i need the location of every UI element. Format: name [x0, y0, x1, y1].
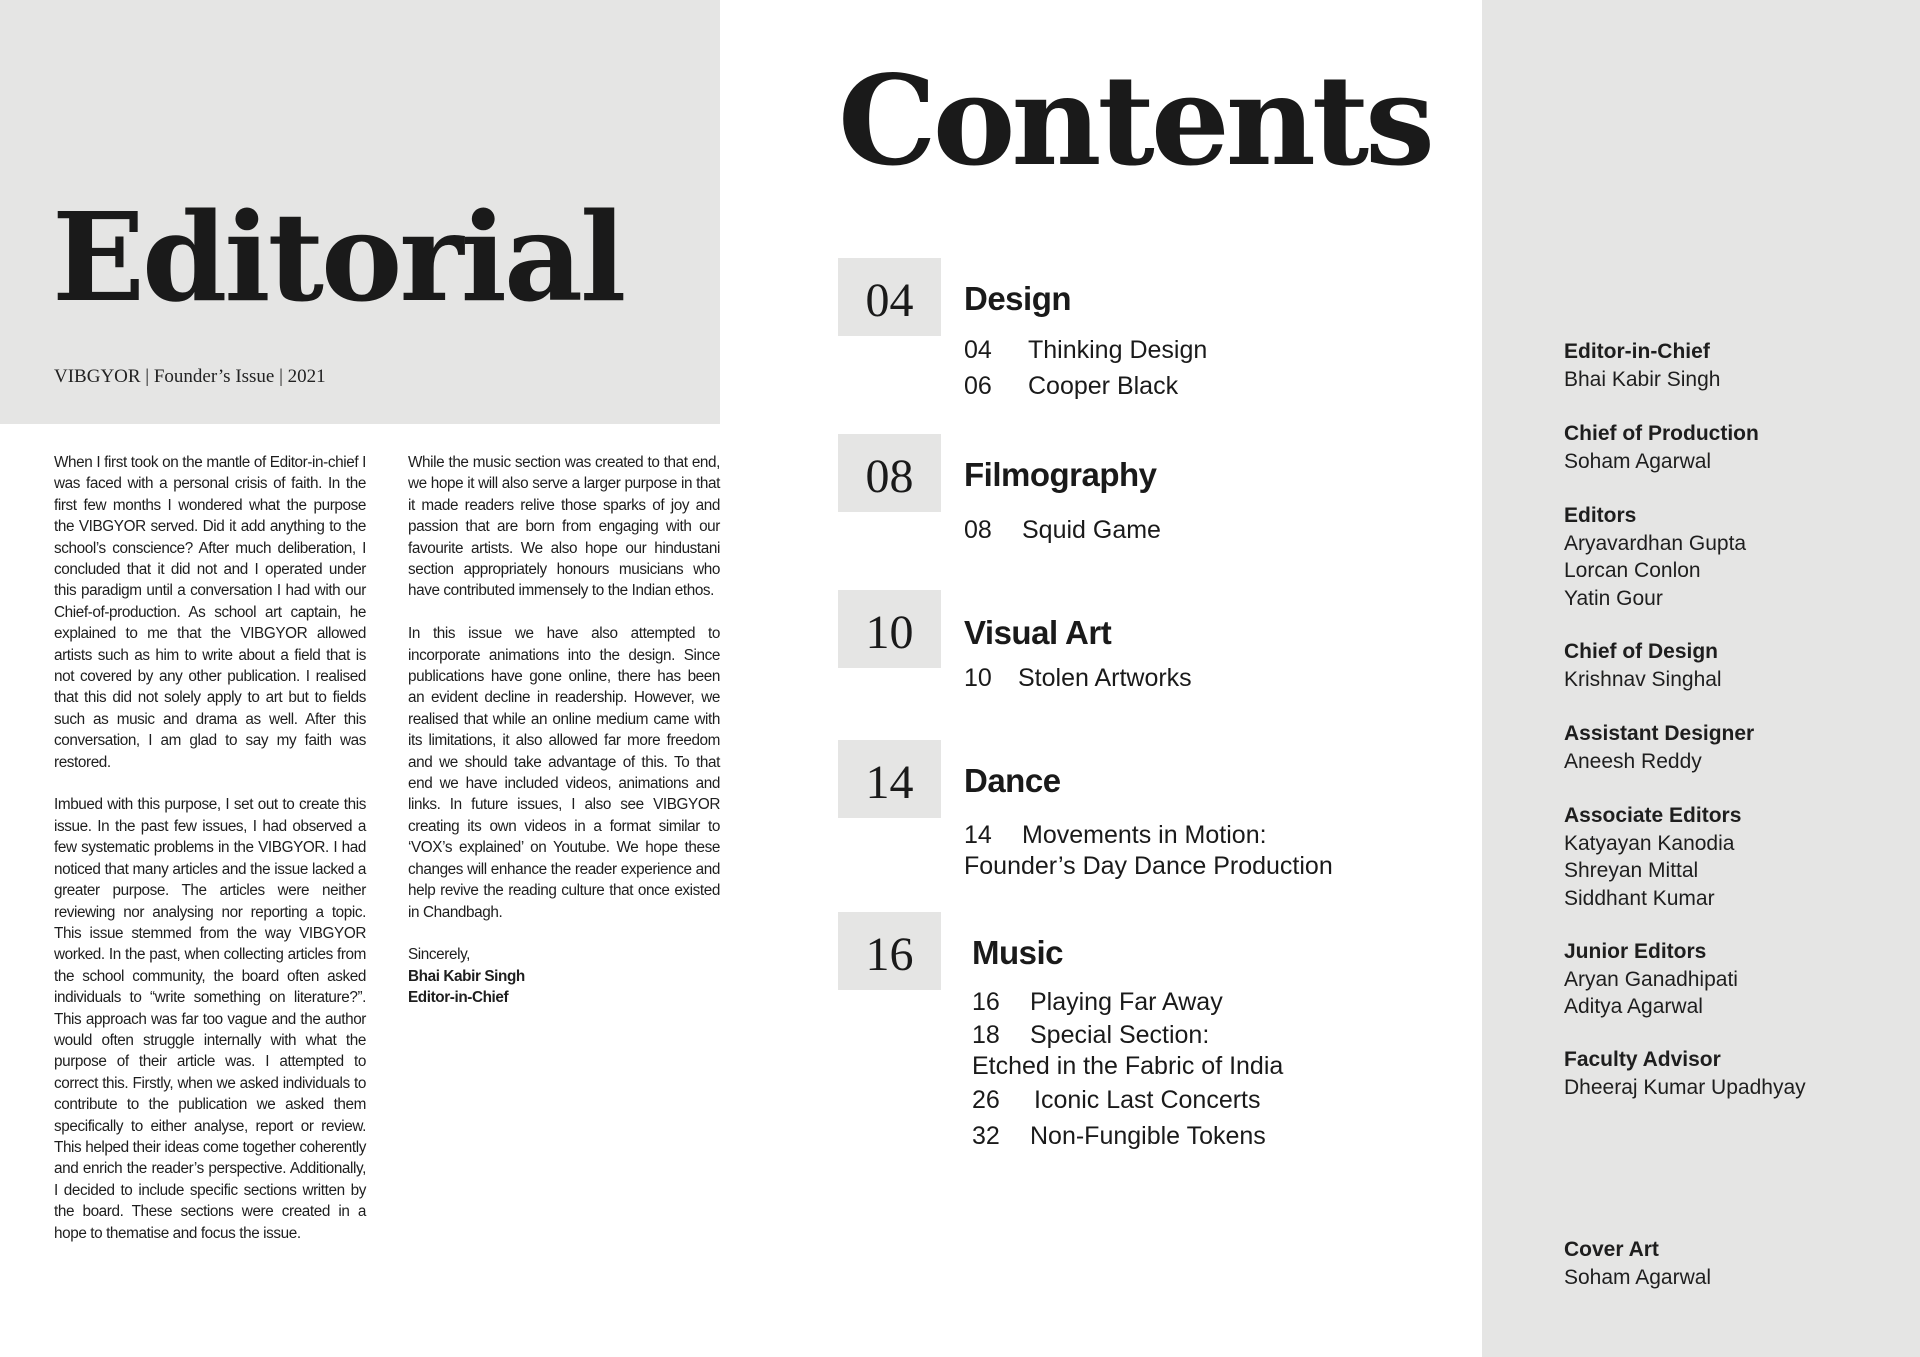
- section-title[interactable]: Design: [964, 280, 1072, 317]
- entry-page: 32: [972, 1121, 1000, 1150]
- entry-title: Stolen Artworks: [1018, 663, 1192, 692]
- contents-title: Contents: [838, 49, 1431, 194]
- editorial-signature: [408, 944, 720, 1008]
- entry-title: Squid Game: [1022, 515, 1161, 544]
- entry-title-line-2: Founder’s Day Dance Production: [964, 852, 1333, 880]
- entry-page: 10: [964, 663, 992, 692]
- contents-entry[interactable]: [972, 984, 1283, 1020]
- section-title[interactable]: Filmography: [964, 456, 1157, 493]
- masthead-role: Editors: [1564, 504, 1637, 527]
- signature-name: Bhai Kabir Singh: [408, 967, 525, 985]
- entry-title-line-2: Etched in the Fabric of India: [972, 1052, 1284, 1080]
- contents-entry[interactable]: [964, 332, 1207, 368]
- editorial-paragraph: In this issue we have also attempted to incorporate animations into the design. Since publications have gone online, there has been an evident decline in readership. However, we realised that while an online medium came with its limitations, it also allowed far more freedom and we should take advantage of this. To that end we have included videos, animations and links. In future issues, I also see VIBGYOR creating its own videos in a format similar to ‘VOX’s explained’ on Youtube. We hope these changes will enhance the reader experience and help revive the reading culture that once existed in Chandbagh.: [408, 625, 720, 921]
- masthead-name: Katyayan Kanodia: [1564, 831, 1735, 855]
- masthead-entry: [1564, 938, 1914, 1021]
- contents-entry[interactable]: [972, 1082, 1283, 1118]
- masthead-role: Cover Art: [1564, 1238, 1659, 1261]
- masthead-entry: [1564, 502, 1914, 612]
- signature-closing: Sincerely,: [408, 946, 471, 964]
- masthead-name: Siddhant Kumar: [1564, 886, 1715, 910]
- editorial-subtitle: VIBGYOR | Founder’s Issue | 2021: [54, 366, 326, 387]
- section-page-number: 16: [838, 912, 941, 990]
- masthead-name: Aditya Agarwal: [1564, 995, 1703, 1018]
- editorial-paragraph: While the music section was created to that end, we hope it will also serve a larger purpose in that it made readers relive those sparks of joy and passion that are born from engaging with our favourite artists. We also hope our hindustani section appropriately honours musicians who have contributed immensely to the Indian ethos.: [408, 454, 720, 600]
- contents-entry[interactable]: [964, 660, 1192, 696]
- masthead-name: Shreyan Mittal: [1564, 859, 1699, 882]
- section-items: [972, 984, 1283, 1154]
- masthead-name: Aryavardhan Gupta: [1564, 531, 1747, 555]
- masthead-role: Chief of Production: [1564, 422, 1759, 445]
- masthead-name: Soham Agarwal: [1564, 449, 1712, 473]
- section-items: [964, 512, 1161, 548]
- entry-title: Playing Far Away: [1030, 987, 1223, 1016]
- section-page-number: 10: [838, 590, 941, 668]
- contents-entry[interactable]: [964, 368, 1207, 404]
- contents-entry[interactable]: [972, 1020, 1283, 1082]
- signature-role: Editor-in-Chief: [408, 989, 509, 1007]
- entry-page: 18: [972, 1021, 1000, 1049]
- entry-title: Special Section:: [1030, 1021, 1210, 1049]
- masthead-role: Junior Editors: [1564, 940, 1707, 963]
- editorial-column-2: [408, 452, 720, 1009]
- entry-title: Thinking Design: [1028, 335, 1208, 364]
- masthead-entry: [1564, 1236, 1914, 1291]
- masthead-name: Aneesh Reddy: [1564, 749, 1702, 773]
- entry-page: 16: [972, 987, 1000, 1016]
- masthead-name: Bhai Kabir Singh: [1564, 367, 1721, 391]
- entry-title: Cooper Black: [1028, 371, 1179, 400]
- editorial-title: Editorial: [52, 185, 624, 329]
- masthead-name: Soham Agarwal: [1564, 1265, 1712, 1289]
- masthead-name: Yatin Gour: [1564, 586, 1663, 610]
- section-page-number: 04: [838, 258, 941, 336]
- entry-page: 06: [964, 371, 992, 400]
- entry-title: Movements in Motion:: [1022, 821, 1267, 849]
- masthead-name: Aryan Ganadhipati: [1564, 967, 1738, 991]
- masthead-role: Faculty Advisor: [1564, 1048, 1721, 1071]
- section-page-number: 08: [838, 434, 941, 512]
- section-title[interactable]: Dance: [964, 762, 1061, 799]
- editorial-paragraph: When I first took on the mantle of Editor-in-chief I was faced with a personal crisis of faith. In the first few months I wondered what the purpose the VIBGYOR served. Did it add anything to the school’s conscience? After much deliberation, I concluded that it did not and I operated under this paradigm until a conversation I had with our Chief-of-production. As school art captain, he explained to me that the VIBGYOR allowed artists such as him to write about a field that is not covered by any other publication. I realised that this did not solely apply to art but to fields such as music and drama as well. After this conversation, I am glad to say my faith was restored.: [54, 454, 366, 771]
- masthead-entry: [1564, 1046, 1914, 1101]
- section-items: [964, 820, 1333, 882]
- masthead-role: Assistant Designer: [1564, 722, 1755, 745]
- editorial-paragraph: Imbued with this purpose, I set out to create this issue. In the past few issues, I had observed a few systematic problems in the VIBGYOR. I had noticed that many articles and the issue lacked a greater purpose. The articles were neither reviewing nor analysing nor reporting a topic. This issue stemmed from the way VIBGYOR worked. In the past, when collecting articles from the school community, the board often asked individuals to “write something on literature?”. This approach was far too vague and the author would often struggle internally with what the purpose of their article was. I attempted to correct this. Firstly, when we asked individuals to contribute to the publication we asked them specifically to either analyse, report or review. This helped their ideas come together coherently and enrich the reader’s perspective. Additionally, I decided to include specific sections written by the board. These sections were created in a hope to thematise and focus the issue.: [54, 796, 366, 1242]
- masthead-name: Krishnav Singhal: [1564, 667, 1722, 691]
- entry-page: 14: [964, 821, 992, 849]
- section-items: [964, 332, 1207, 404]
- editorial-column-1: [54, 452, 366, 1265]
- section-items: [964, 660, 1192, 696]
- editorial-header-panel: [0, 0, 720, 424]
- masthead-entry: [1564, 420, 1914, 475]
- contents-entry[interactable]: [972, 1118, 1283, 1154]
- masthead-entry: [1564, 720, 1914, 775]
- masthead-name: Lorcan Conlon: [1564, 559, 1701, 582]
- section-title[interactable]: Music: [972, 934, 1064, 971]
- entry-page: 26: [972, 1085, 1000, 1114]
- contents-entry[interactable]: [964, 512, 1161, 548]
- masthead-entry: [1564, 338, 1914, 393]
- masthead-entry: [1564, 638, 1914, 693]
- entry-title: Non-Fungible Tokens: [1030, 1121, 1266, 1150]
- masthead-role: Chief of Design: [1564, 640, 1719, 663]
- masthead-entry: [1564, 802, 1914, 912]
- entry-page: 04: [964, 335, 992, 364]
- masthead-name: Dheeraj Kumar Upadhyay: [1564, 1075, 1806, 1099]
- contents-entry[interactable]: [964, 820, 1333, 882]
- masthead-role: Editor-in-Chief: [1564, 340, 1710, 363]
- section-page-number: 14: [838, 740, 941, 818]
- section-title[interactable]: Visual Art: [964, 614, 1112, 651]
- masthead-role: Associate Editors: [1564, 804, 1742, 827]
- entry-title: Iconic Last Concerts: [1034, 1085, 1261, 1114]
- entry-page: 08: [964, 515, 992, 544]
